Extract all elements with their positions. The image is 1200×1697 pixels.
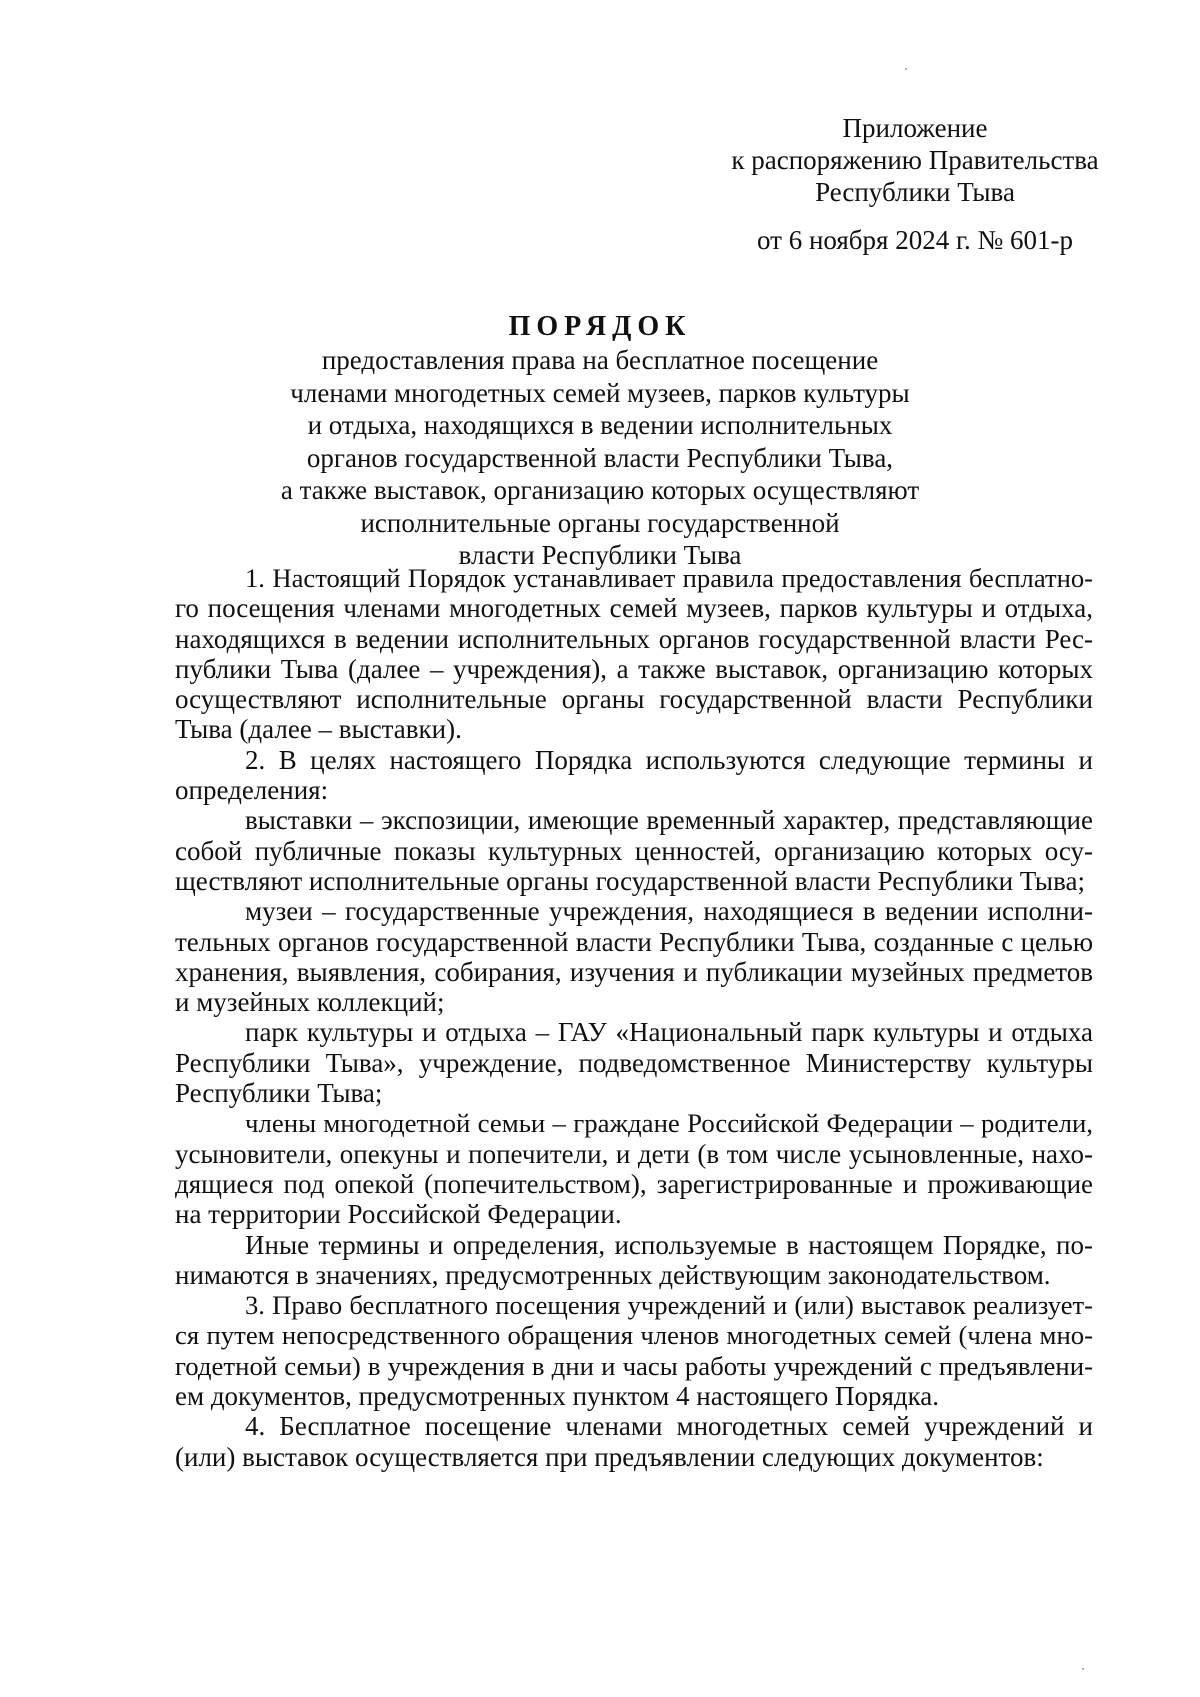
text-line: ся путем непосредственного обращения членов многодетных семей (члена мно- [175,1320,1093,1351]
appendix-header [700,112,1130,256]
text-line: 2. В целях настоящего Порядка используются следующие термины и [245,744,1093,775]
text-line: собой публичные показы культурных ценностей, организацию которых осу- [175,835,1093,866]
subtitle-line: а также выставок, организацию которых осуществляют [280,475,920,505]
paragraph-2 [175,745,1093,806]
appendix-date: от 6 ноября 2024 г. № 601-р [757,225,1073,255]
text-line: 3. Право бесплатного посещения учреждений и (или) выставок реализует- [245,1290,1093,1321]
definition-family-members [175,1108,1093,1229]
text-line: нимаются в значениях, предусмотренных действующим законодательством. [175,1259,1051,1290]
text-line: члены многодетной семьи – граждане Российской Федерации – родители, [245,1108,1093,1139]
text-line: публики Тыва (далее – учреждения), а также выставок, организацию которых [175,653,1093,684]
appendix-label: Приложение [842,113,988,143]
text-line: тельных органов государственной власти Республики Тыва, созданные с целью [175,926,1093,957]
subtitle-line: и отдыха, находящихся в ведении исполнительных [307,410,893,440]
subtitle-line: предоставления права на бесплатное посещение [321,345,879,375]
subtitle-line: власти Республики Тыва [458,540,742,570]
text-line: определения: [175,775,329,806]
text-line: находящихся в ведении исполнительных органов государственной власти Рес- [175,623,1093,654]
text-line: ществляют исполнительные органы государственной власти Республики Тыва; [175,865,1085,896]
text-line: годетной семьи) в учреждения в дни и часы работы учреждений с предъявлени- [175,1350,1093,1381]
text-line: музеи – государственные учреждения, находящиеся в ведении исполни- [245,896,1093,927]
text-line: Иные термины и определения, используемые в настоящем Порядке, по- [245,1229,1093,1260]
text-line: осуществляют исполнительные органы государственной власти Республики [175,684,1093,715]
scan-speck [905,68,907,70]
text-line: выставки – экспозиции, имеющие временный характер, представляющие [245,805,1093,836]
text-line: парк культуры и отдыха – ГАУ «Национальный парк культуры и отдыха [245,1017,1093,1048]
text-line: на территории Российской Федерации. [175,1199,622,1230]
text-line: го посещения членами многодетных семей музеев, парков культуры и отдыха, [175,593,1093,624]
paragraph-3 [175,1290,1093,1411]
document-body [175,563,1093,1472]
subtitle-line: исполнительные органы государственной [360,507,840,538]
paragraph-1 [175,563,1093,745]
title-block [200,312,1000,572]
text-line: дящиеся под опекой (попечительством), зарегистрированные и проживающие [175,1168,1093,1199]
scan-speck [1082,1668,1084,1670]
definition-museums [175,896,1093,1017]
text-line: 1. Настоящий Порядок устанавливает правила предоставления бесплатно- [245,563,1093,593]
text-line: и музейных коллекций; [175,987,445,1018]
text-line: (или) выставок осуществляется при предъявлении следующих документов: [175,1441,1044,1472]
appendix-reference: к распоряжению Правительства [731,145,1099,175]
document-title: ПОРЯДОК [508,311,692,342]
text-line: Тыва (далее – выставки). [175,714,462,745]
subtitle-line: членами многодетных семей музеев, парков культуры [290,377,910,408]
definition-park [175,1017,1093,1108]
appendix-authority: Республики Тыва [815,177,1015,207]
text-line: ем документов, предусмотренных пунктом 4 настоящего Порядка. [175,1381,940,1412]
text-line: Республики Тыва», учреждение, подведомственное Министерству культуры [175,1047,1093,1078]
text-line: 4. Бесплатное посещение членами многодетных семей учреждений и [245,1411,1093,1442]
text-line: хранения, выявления, собирания, изучения и публикации музейных предметов [175,956,1093,987]
text-line: Республики Тыва; [175,1078,383,1109]
definition-exhibitions [175,805,1093,896]
subtitle-line: органов государственной власти Республики Тыва, [306,442,894,473]
document-subtitle [200,344,1000,572]
paragraph-other-terms [175,1230,1093,1291]
text-line: усыновители, опекуны и попечители, и дети (в том числе усыновленные, нахо- [175,1138,1093,1169]
paragraph-4 [175,1411,1093,1472]
